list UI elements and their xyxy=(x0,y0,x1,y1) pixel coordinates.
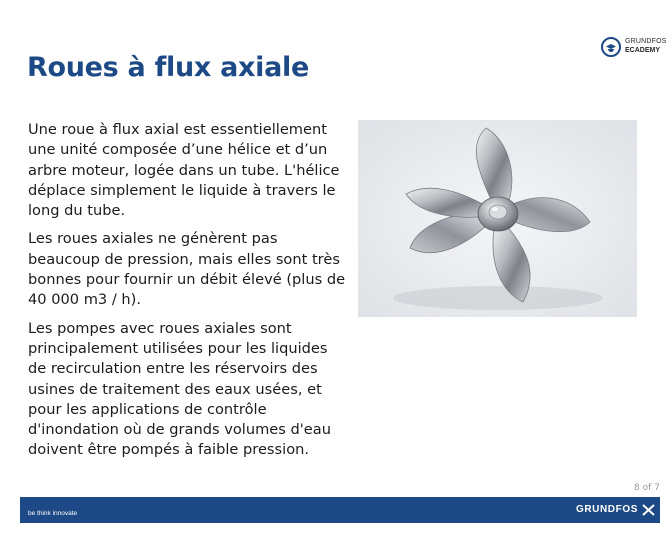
body-paragraph-2: Les roues axiales ne génèrent pas beaucoup de pression, mais elles sont très bonnes pour fournir un débit élevé (plus de 40 000 m3 / h). xyxy=(28,230,346,309)
body-paragraph-3: Les pompes avec roues axiales sont principalement utilisées pour les liquides de recirculation entre les réservoirs des usines de traitement des eaux usées, et pour les applications de contrôle d'inondation où de grands volumes d'eau doivent être pompés à faible pression. xyxy=(28,319,331,459)
logo-line-1: GRUNDFOS xyxy=(625,38,667,45)
grundfos-x-icon xyxy=(642,504,655,516)
grundfos-ecademy-logo xyxy=(601,36,667,60)
footer-tagline: be think innovate xyxy=(28,510,78,517)
graduation-cap-icon xyxy=(601,37,621,57)
slide-title: Roues à flux axiale xyxy=(27,52,309,83)
body-paragraph-1: Une roue à flux axial est essentiellement une unité composée d’une hélice et d’un arbre moteur, logée dans un tube. L'hélice déplace simplement le liquide à travers le long du tube. xyxy=(28,121,340,220)
page-indicator: 8 of 7 xyxy=(634,483,660,493)
logo-line-2: ECADEMY xyxy=(625,47,661,54)
slide-body xyxy=(28,120,350,469)
footer-bar xyxy=(20,497,660,523)
axial-impeller-photo xyxy=(358,120,637,317)
footer-brand: GRUNDFOS xyxy=(575,504,638,515)
